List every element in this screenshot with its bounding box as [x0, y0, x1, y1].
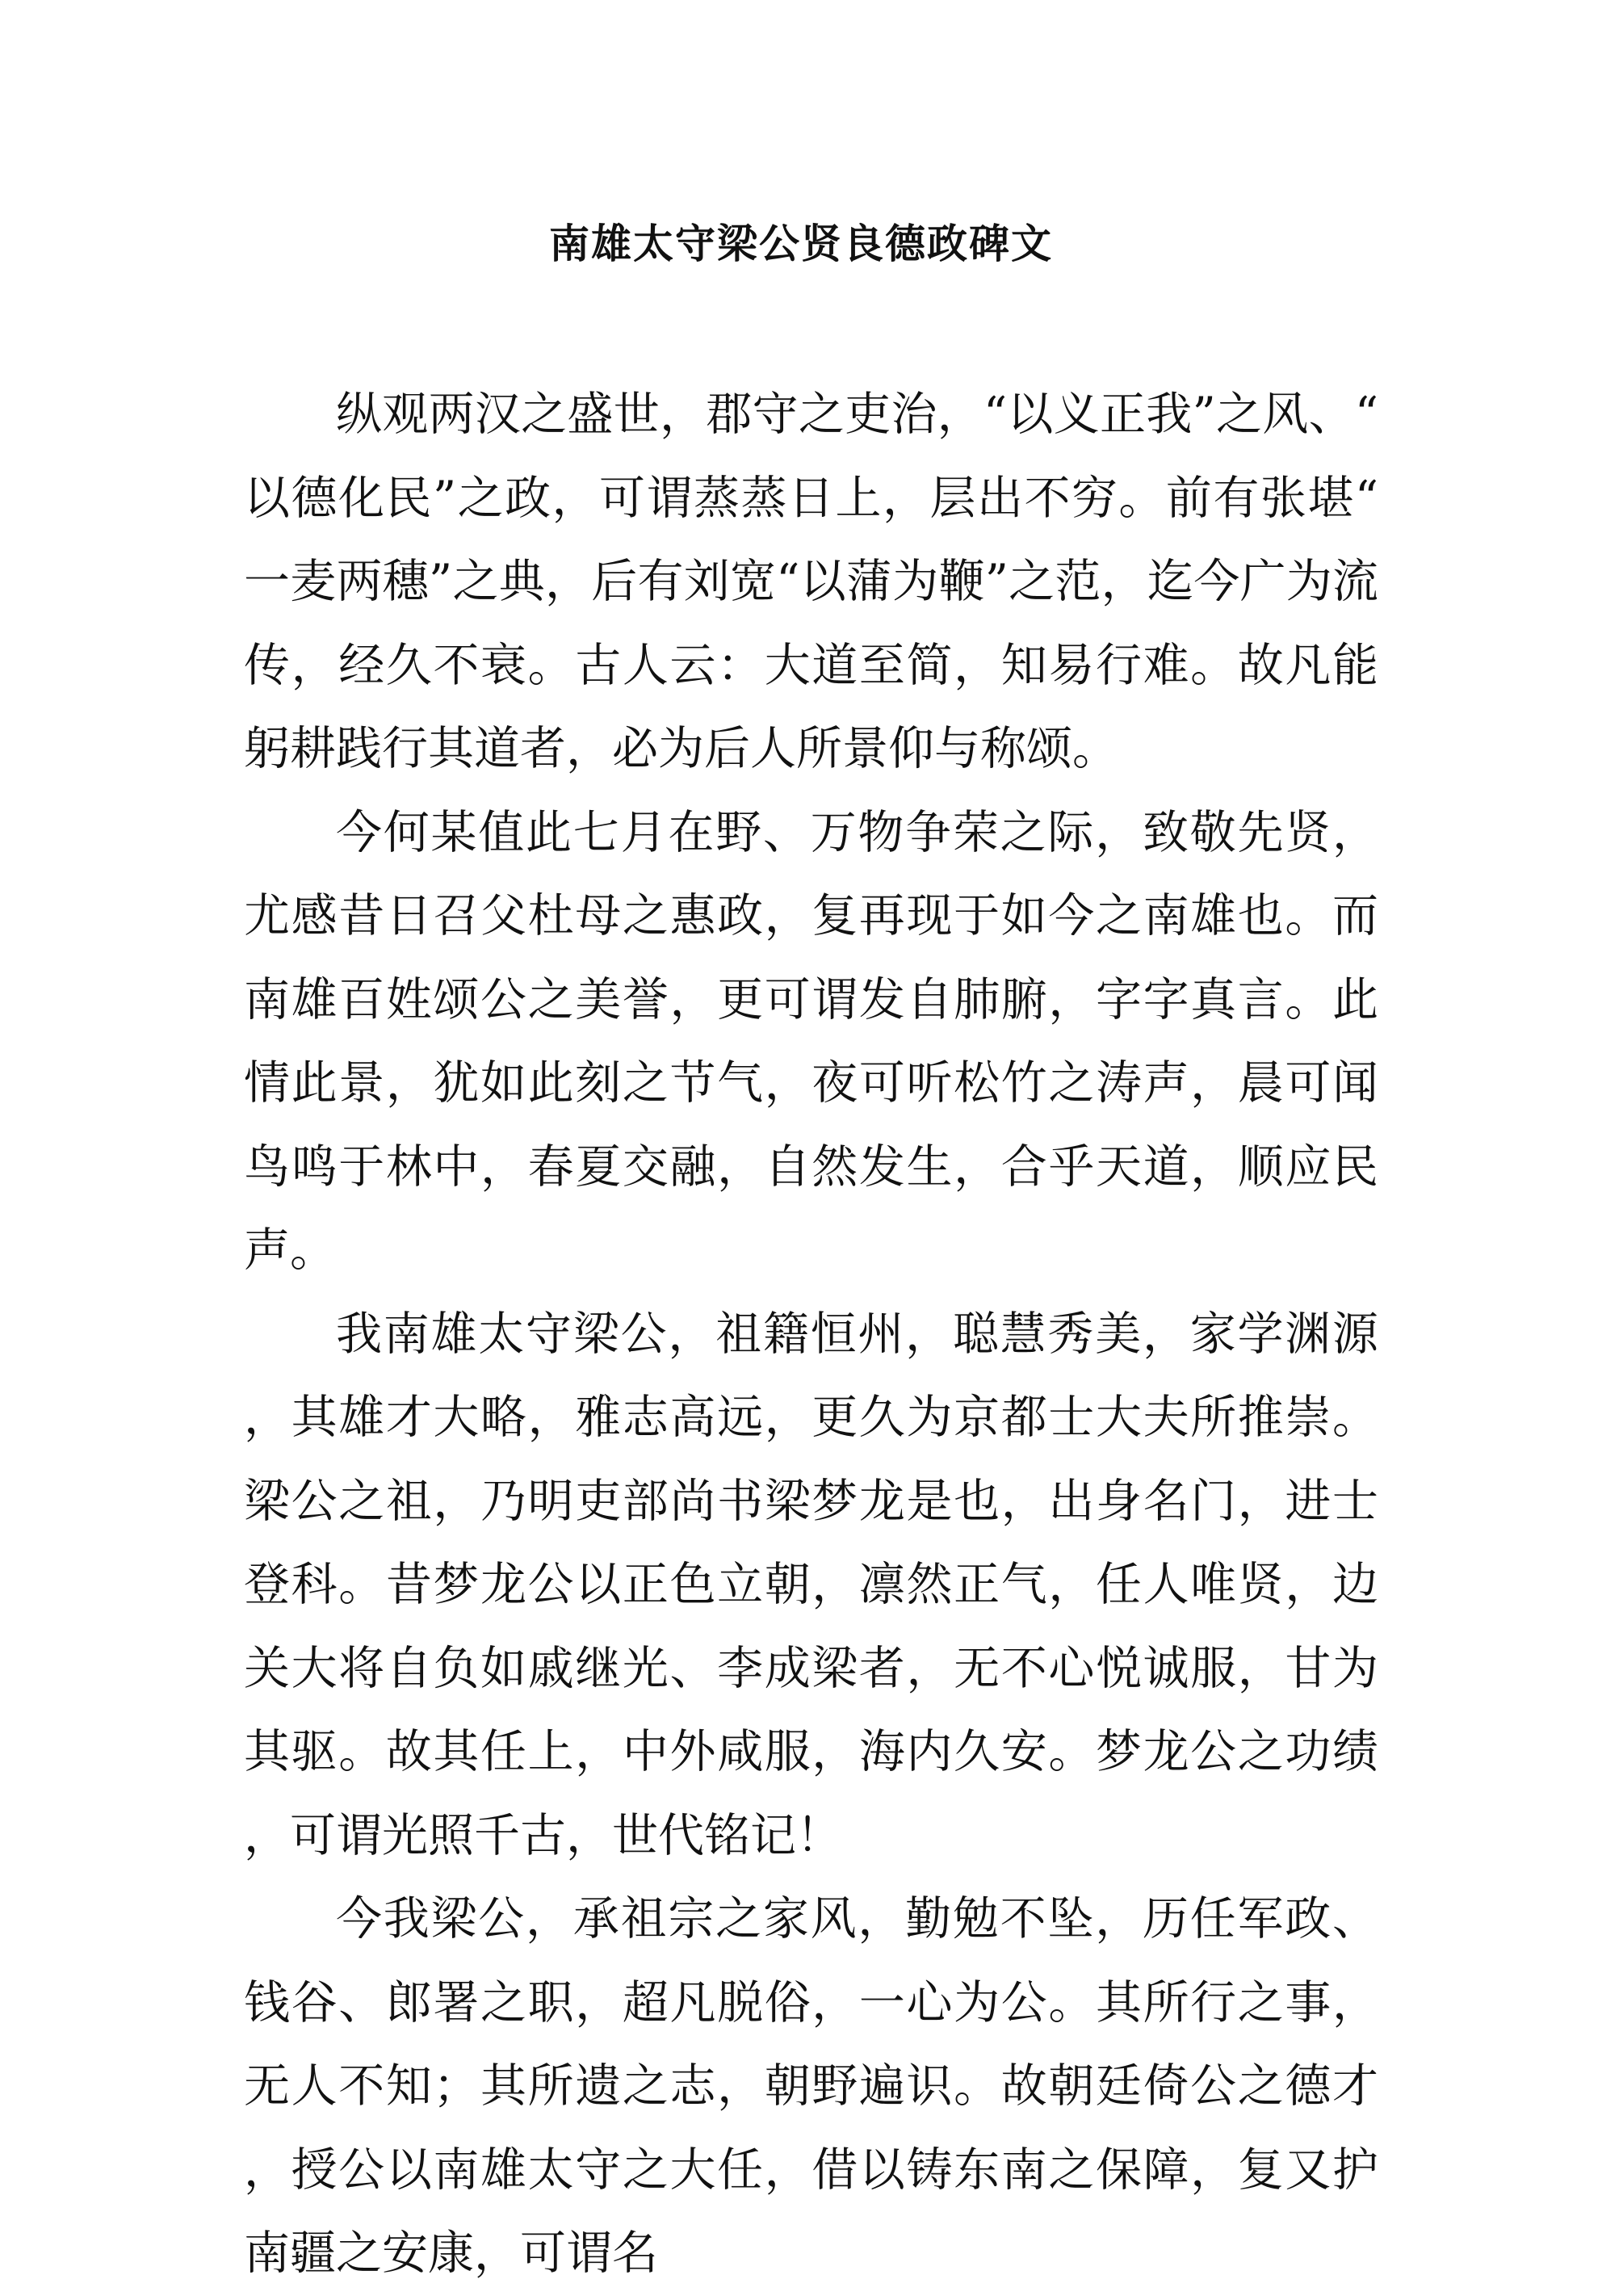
paragraph: 纵观两汉之盛世，郡守之吏治，“以义正我”之风、“以德化民”之政，可谓蒸蒸日上，层出不穷。前有张堪“一麦两穗”之典，后有刘宽“以蒲为鞭”之范，迄今广为流传，经久不衰。古人云：大道至简，知易行难。故凡能躬耕践行其道者，必为后人所景仰与称颂。 — [244, 388, 1378, 775]
paragraph: 今我梁公，承祖宗之家风，勤勉不坠，历任军政、钱谷、郎署之职，超凡脱俗，一心为公。其所行之事，无人不知；其所遗之志，朝野遍识。故朝廷倚公之德才，授公以南雄太守之大任，借以铸东南之保障，复又护南疆之安康，可谓名 — [244, 1892, 1378, 2280]
paragraph: 今何某值此七月在野、万物争荣之际，致敬先贤，尤感昔日召父杜母之惠政，复再现于如今之南雄也。而南雄百姓颂公之美誉，更可谓发自肺腑，字字真言。此情此景，犹如此刻之节气，夜可听松竹之涛声，晨可闻鸟鸣于林中，春夏交融，自然发生，合乎天道，顺应民声。 — [244, 805, 1378, 1277]
document-body — [244, 373, 1378, 2296]
paragraph: 我南雄太守梁公，祖籍恒州，聪慧秀美，家学渊源，其雄才大略，雅志高远，更久为京都士大夫所推崇。梁公之祖，乃明吏部尚书梁梦龙是也，出身名门，进士登科。昔梦龙公以正色立朝，凛然正气，任人唯贤，边关大将自负如戚继光、李成梁者，无不心悦诚服，甘为其驱。故其任上，中外咸服，海内久安。梦龙公之功绩，可谓光照千古，世代铭记！ — [244, 1307, 1378, 1862]
document-title: 南雄太守梁公贤良德政碑文 — [549, 220, 1053, 267]
